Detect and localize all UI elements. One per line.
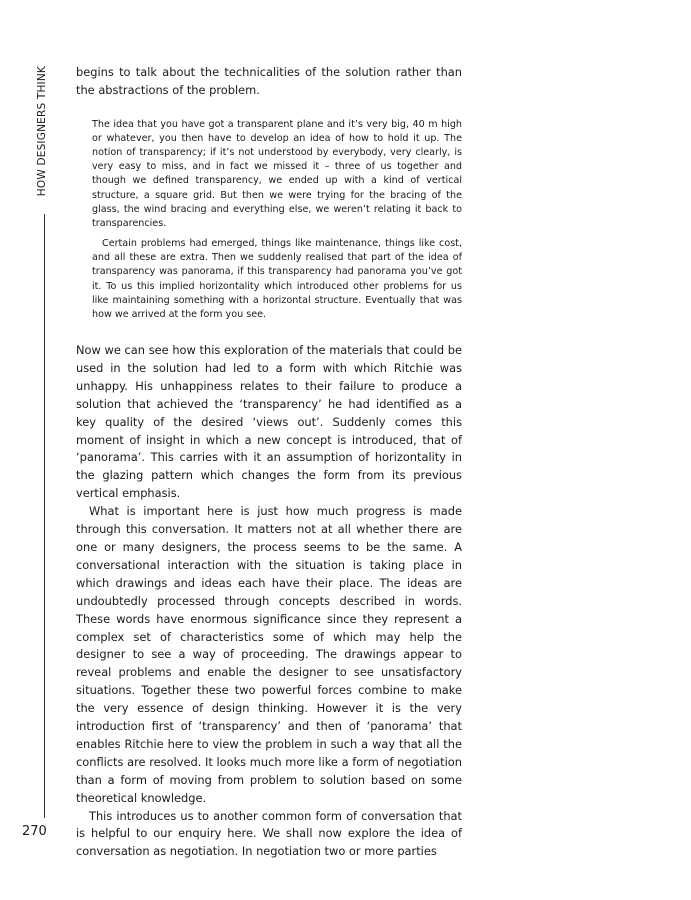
opening-paragraph: begins to talk about the technicalities of the solution rather than the abstractions of the problem. (76, 65, 462, 97)
running-head (30, 66, 54, 206)
body-paragraph-3: This introduces us to another common form of conversation that is helpful to our enquiry here. We shall now explore the idea of conversation as negotiation. In negotiation two or more parties (76, 808, 462, 859)
block-quote (92, 118, 462, 322)
page-number: 270 (22, 824, 47, 839)
main-text (76, 64, 462, 861)
quote-paragraph-2: Certain problems had emerged, things like maintenance, things like cost, and all these are extra. Then we suddenly realised that part of the idea of transparency was panorama, if this transparency had panorama you’ve got it. To us this implied horizontality which introduced other problems for us like maintaining something with a horizontal structure. Eventually that was how we arrived at the form you see. (92, 238, 462, 320)
body-paragraph-1: Now we can see how this exploration of the materials that could be used in the solution had led to a form with which Ritchie was unhappy. His unhappiness relates to their failure to produce a solution that achieved the ‘transparency’ he had identified as a key quality of the desired ‘views out’. Suddenly comes this moment of insight in which a new concept is introduced, that of ‘panorama’. This carries with it an assumption of horizontality in the glazing pattern which changes the form from its previous vertical emphasis. (76, 343, 462, 501)
running-head-text: HOW DESIGNERS THINK (36, 66, 48, 197)
body-paragraph-2: What is important here is just how much progress is made through this conversation. It matters not at all whether there are one or many designers, the process seems to be the same. A conversational interaction with the situation is taking place in which drawings and ideas each have their place. The ideas are undoubtedly processed through concepts described in words. These words have enormous significance since they represent a complex set of characteristics some of which may help the designer to see a way of proceeding. The drawings appear to reveal problems and enable the designer to see unsatisfactory situations. Together these two powerful forces combine to make the very essence of design thinking. However it is the very introduction first of ‘transparency’ and then of ‘panorama’ that enables Ritchie here to view the problem in such a way that all the conflicts are resolved. It looks much more like a form of negotiation than a form of moving from problem to solution based on some theoretical knowledge. (76, 504, 462, 805)
margin-rule (44, 214, 45, 818)
quote-paragraph-1: The idea that you have got a transparent plane and it’s very big, 40 m high or whatever, you then have to develop an idea of how to hold it up. The notion of transparency; if it’s not understood by everybody, very clearly, is very easy to miss, and in fact we missed it – three of us together and though we defined transparency, we ended up with a kind of vertical structure, a square grid. But then we were trying for the bracing of the glass, the wind bracing and everything else, we weren’t relating it back to transparencies. (92, 118, 462, 229)
